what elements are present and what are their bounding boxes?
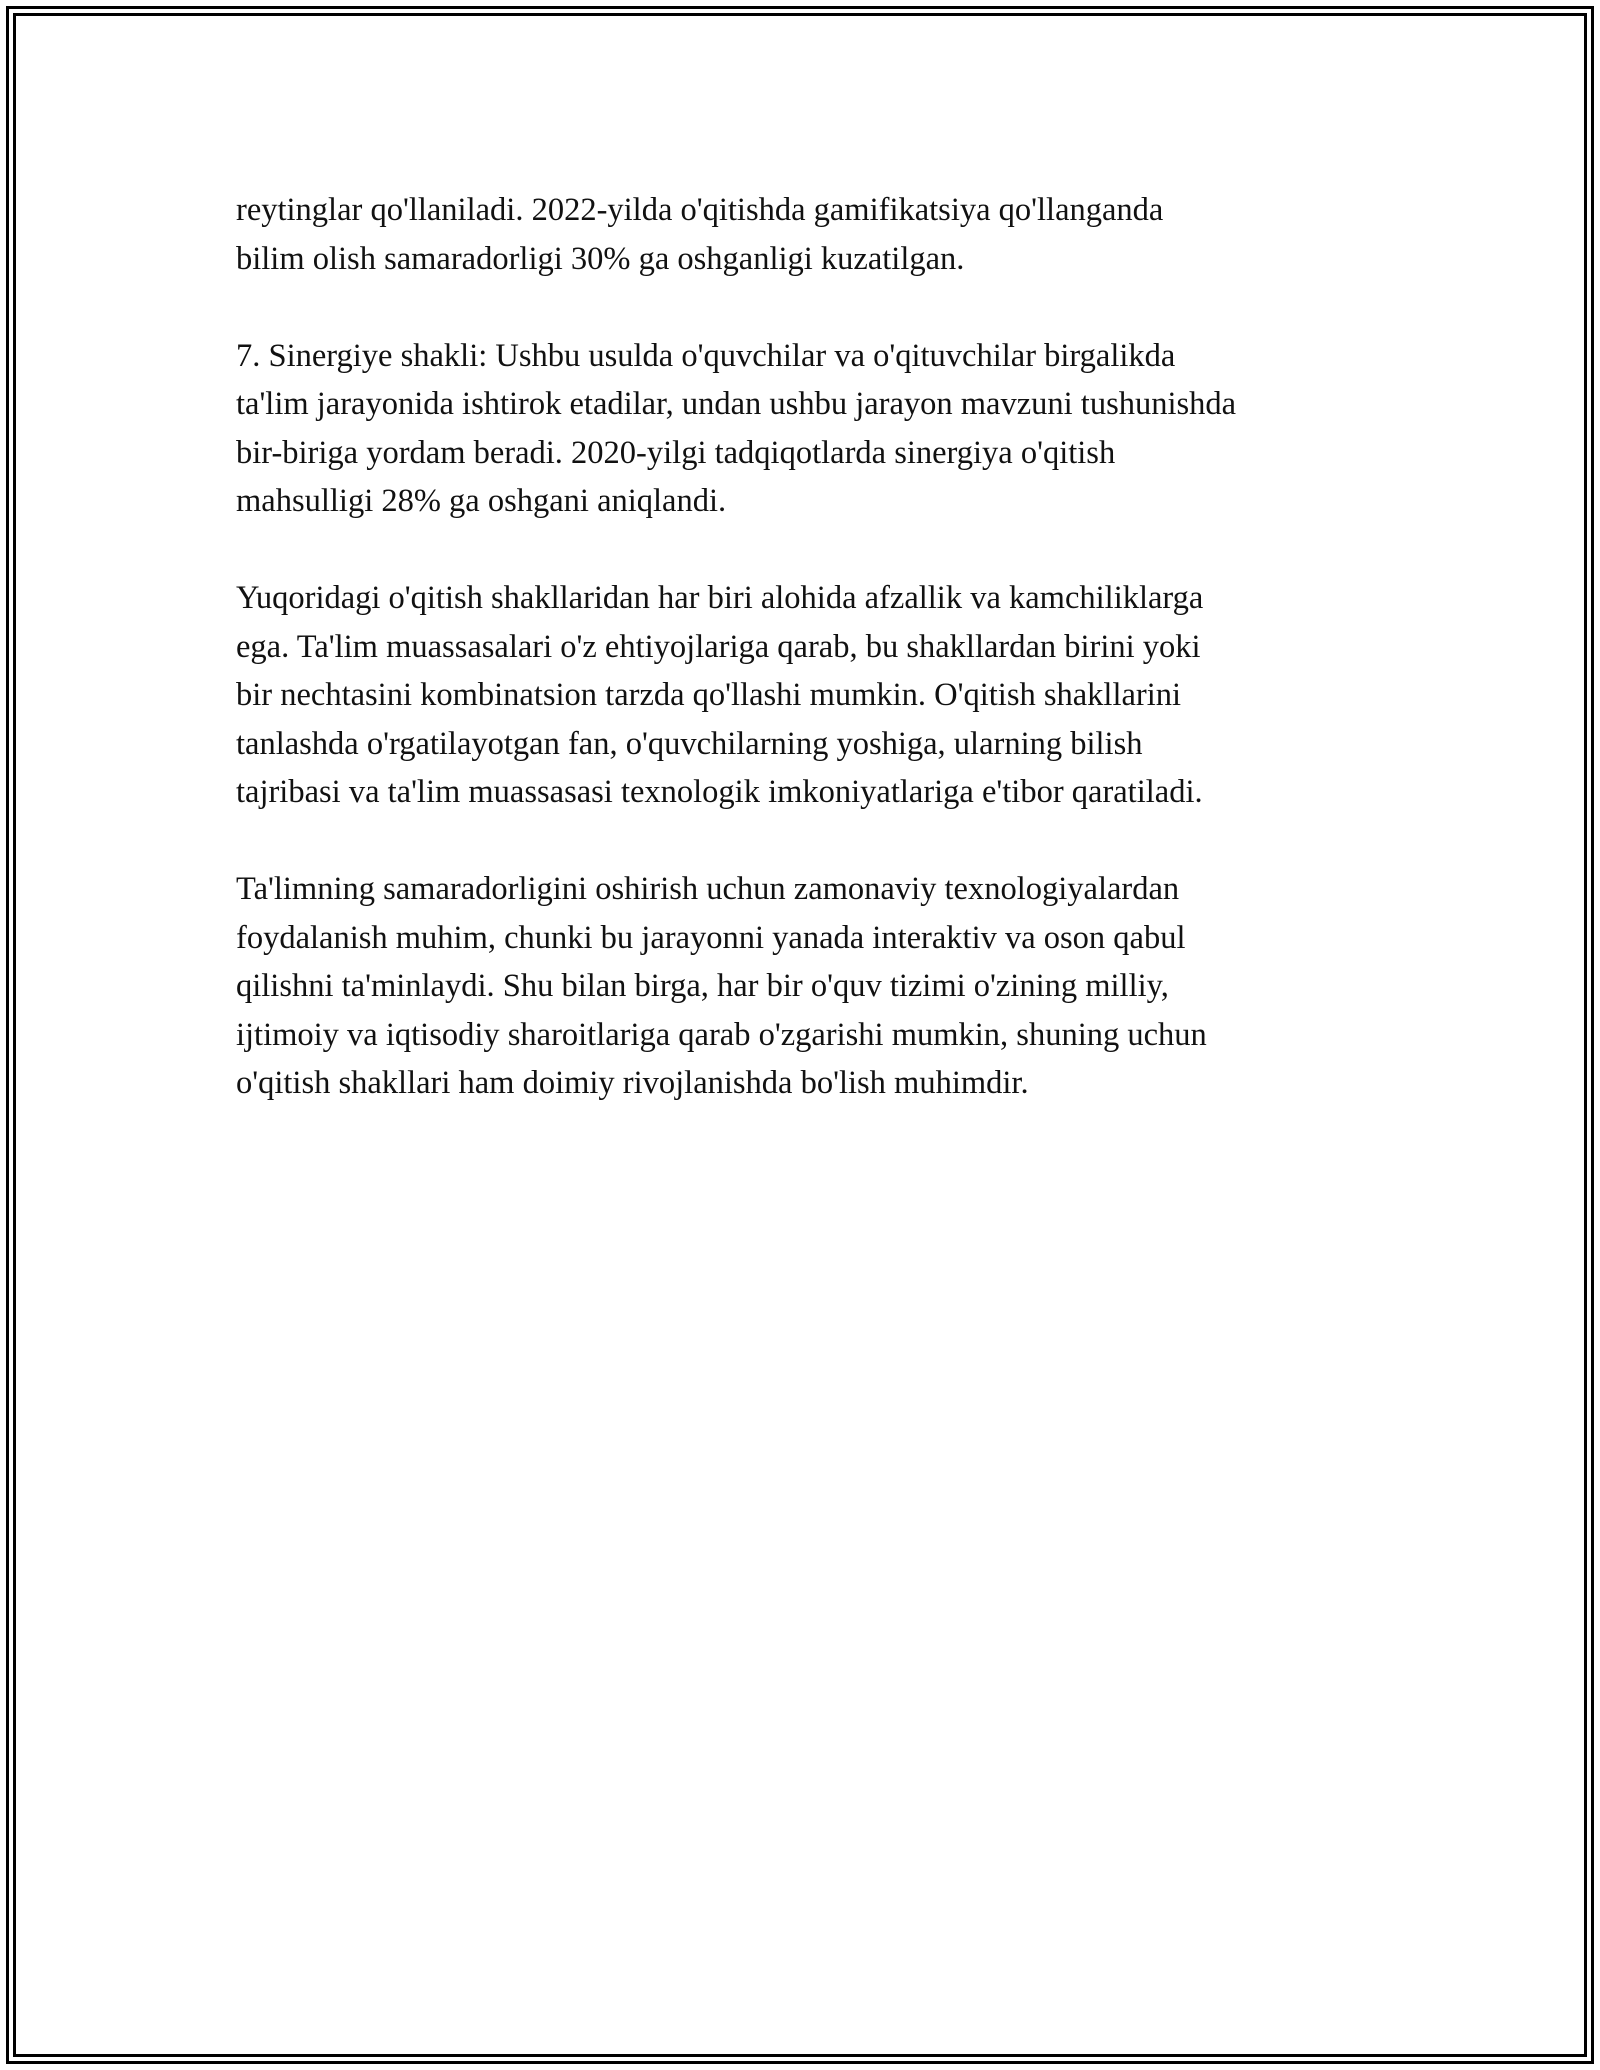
text-line: 7. Sinergiye shakli: Ushbu usulda o'quvchilar va o'qituvchilar birgalikda <box>236 337 1176 374</box>
text-line: ega. Ta'lim muassasalari o'z ehtiyojlariga qarab, bu shakllardan birini yoki <box>236 628 1201 665</box>
text-line: foydalanish muhim, chunki bu jarayonni yanada interaktiv va oson qabul <box>236 919 1186 956</box>
text-line: bir nechtasini kombinatsion tarzda qo'llashi mumkin. O'qitish shakllarini <box>236 677 1182 713</box>
text-line: tajribasi va ta'lim muassasasi texnologik imkoniyatlariga e'tibor qaratiladi. <box>236 774 1203 810</box>
paragraph-forms-overview <box>236 574 1396 817</box>
text-line: reytinglar qo'llaniladi. 2022-yilda o'qitishda gamifikatsiya qo'llanganda <box>236 192 1164 228</box>
text-line: mahsulligi 28% ga oshgani aniqlandi. <box>236 483 727 519</box>
text-line: bilim olish samaradorligi 30% ga oshganligi kuzatilgan. <box>236 240 965 277</box>
text-line: qilishni ta'minlaydi. Shu bilan birga, har bir o'quv tizimi o'zining milliy, <box>236 968 1169 1004</box>
text-line: tanlashda o'rgatilayotgan fan, o'quvchilarning yoshiga, ularning bilish <box>236 725 1143 762</box>
paragraph-conclusion <box>236 865 1396 1108</box>
text-line: o'qitish shakllari ham doimiy rivojlanishda bo'lish muhimdir. <box>236 1065 1029 1101</box>
paragraph-gamification-result <box>236 186 1396 283</box>
text-line: bir-biriga yordam beradi. 2020-yilgi tadqiqotlarda sinergiya o'qitish <box>236 434 1116 471</box>
text-line: ta'lim jarayonida ishtirok etadilar, undan ushbu jarayon mavzuni tushunishda <box>236 386 1237 422</box>
text-line: Yuqoridagi o'qitish shakllaridan har biri alohida afzallik va kamchiliklarga <box>236 580 1204 616</box>
paragraph-synergy-form <box>236 332 1396 526</box>
document-body <box>236 186 1396 1156</box>
text-line: ijtimoiy va iqtisodiy sharoitlariga qarab o'zgarishi mumkin, shuning uchun <box>236 1016 1207 1053</box>
text-line: Ta'limning samaradorligini oshirish uchun zamonaviy texnologiyalardan <box>236 871 1180 907</box>
